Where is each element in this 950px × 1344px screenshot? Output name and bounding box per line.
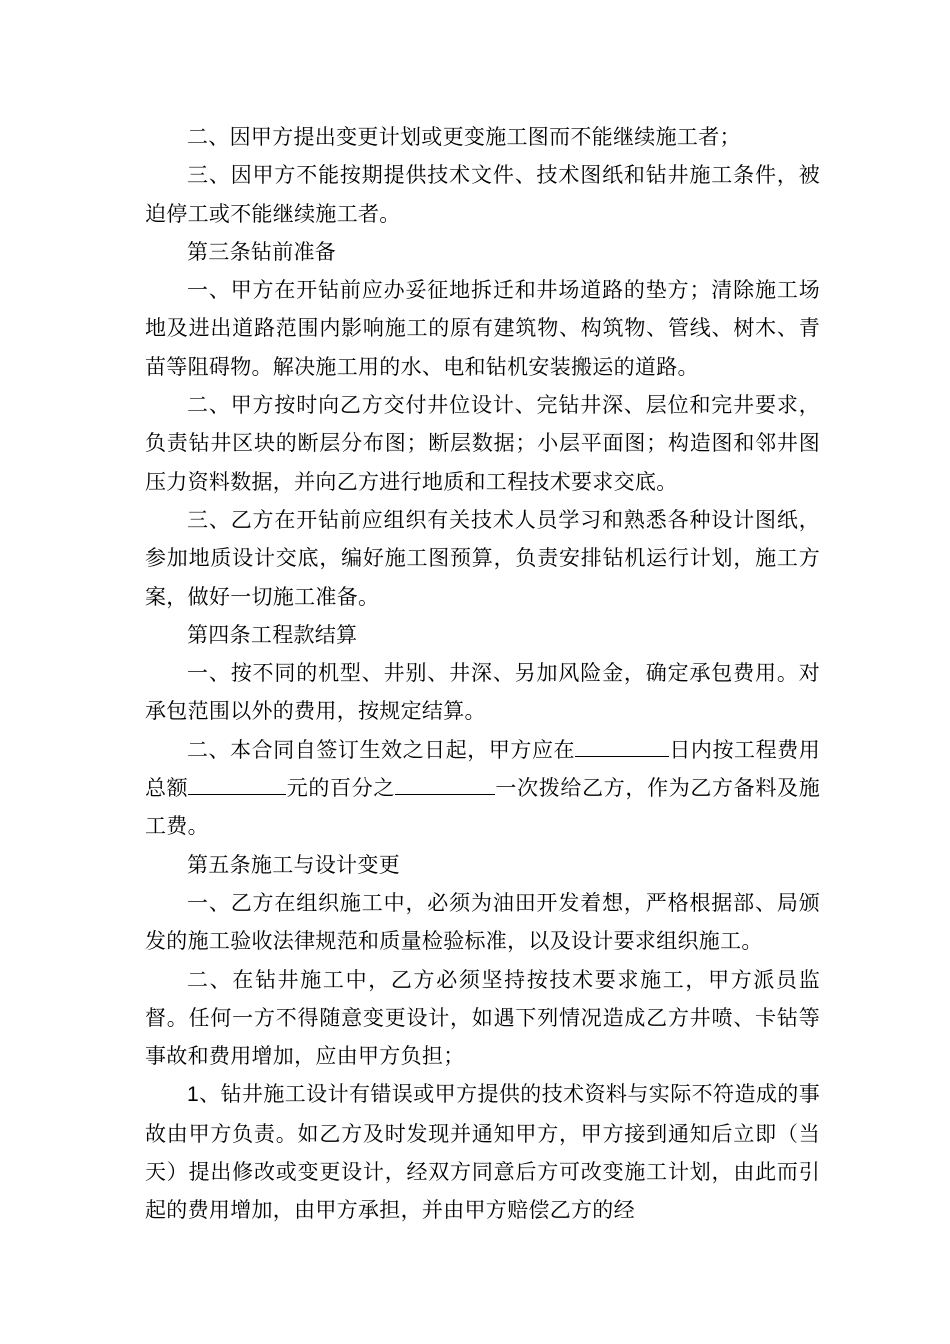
paragraph-clause-3-3: 三、乙方在开钻前应组织有关技术人员学习和熟悉各种设计图纸，参加地质设计交底，编好施工图预算，负责安排钻机运行计划，施工方案，做好一切施工准备。 bbox=[145, 507, 820, 609]
blank-total-amount-field[interactable] bbox=[188, 772, 286, 795]
payment-text-3: 元的百分之 bbox=[286, 776, 396, 801]
paragraph-clause-4-1: 一、按不同的机型、井别、井深、另加风险金，确定承包费用。对承包范围以外的费用，按规定结算。 bbox=[145, 661, 820, 724]
paragraph-clause-3-2: 二、甲方按时向乙方交付井位设计、完钻井深、层位和完井要求，负责钻井区块的断层分布图；断层数据；小层平面图；构造图和邻井图压力资料数据，并向乙方进行地质和工程技术要求交底。 bbox=[145, 393, 820, 494]
paragraph-clause-2-2: 二、因甲方提出变更计划或更变施工图而不能继续施工者； bbox=[187, 125, 741, 149]
clause-number: 1 bbox=[187, 1083, 199, 1107]
paragraph-clause-3-1: 一、甲方在开钻前应办妥征地拆迁和井场道路的垫方；清除施工场地及进出道路范围内影响施工的原有建筑物、构筑物、管线、树木、青苗等阻碍物。解决施工用的水、电和钻机安装搬运的道路。 bbox=[145, 278, 820, 379]
section-heading-4: 第四条工程款结算 bbox=[187, 622, 358, 647]
paragraph-clause-4-2 bbox=[145, 731, 820, 846]
payment-text-4: 一次拨给乙方，作为乙方备料及施工费。 bbox=[145, 776, 821, 839]
paragraph-clause-5-2-1 bbox=[145, 1075, 820, 1229]
paragraph-clause-5-1: 一、乙方在组织施工中，必须为油田开发着想，严格根据部、局颁发的施工验收法律规范和质量检验标准，以及设计要求组织施工。 bbox=[145, 890, 820, 954]
section-heading-3: 第三条钻前准备 bbox=[187, 239, 337, 264]
payment-text-1: 二、本合同自签订生效之日起，甲方应在 bbox=[187, 737, 576, 762]
paragraph-clause-2-3: 三、因甲方不能按期提供技术文件、技术图纸和钻井施工条件，被迫停工或不能继续施工者。 bbox=[145, 163, 820, 226]
clause-text: 、钻井施工设计有错误或甲方提供的技术资料与实际不符造成的事故由甲方负责。如乙方及时发现并通知甲方，甲方接到通知后立即（当天）提出修改或变更设计，经双方同意后方可改变施工计划，由此而引起的费用增加，由甲方承担，并由甲方赔偿乙方的经 bbox=[145, 1082, 820, 1223]
payment-text-2: 日内按工程费用总额 bbox=[145, 737, 820, 801]
section-heading-5: 第五条施工与设计变更 bbox=[187, 852, 400, 877]
document-page bbox=[145, 118, 820, 1230]
blank-days-field[interactable] bbox=[575, 734, 669, 757]
blank-percentage-field[interactable] bbox=[395, 772, 495, 795]
paragraph-clause-5-2: 二、在钻井施工中，乙方必须坚持按技术要求施工，甲方派员监督。任何一方不得随意变更设计，如遇下列情况造成乙方井喷、卡钻等事故和费用增加，应由甲方负担； bbox=[145, 967, 820, 1069]
